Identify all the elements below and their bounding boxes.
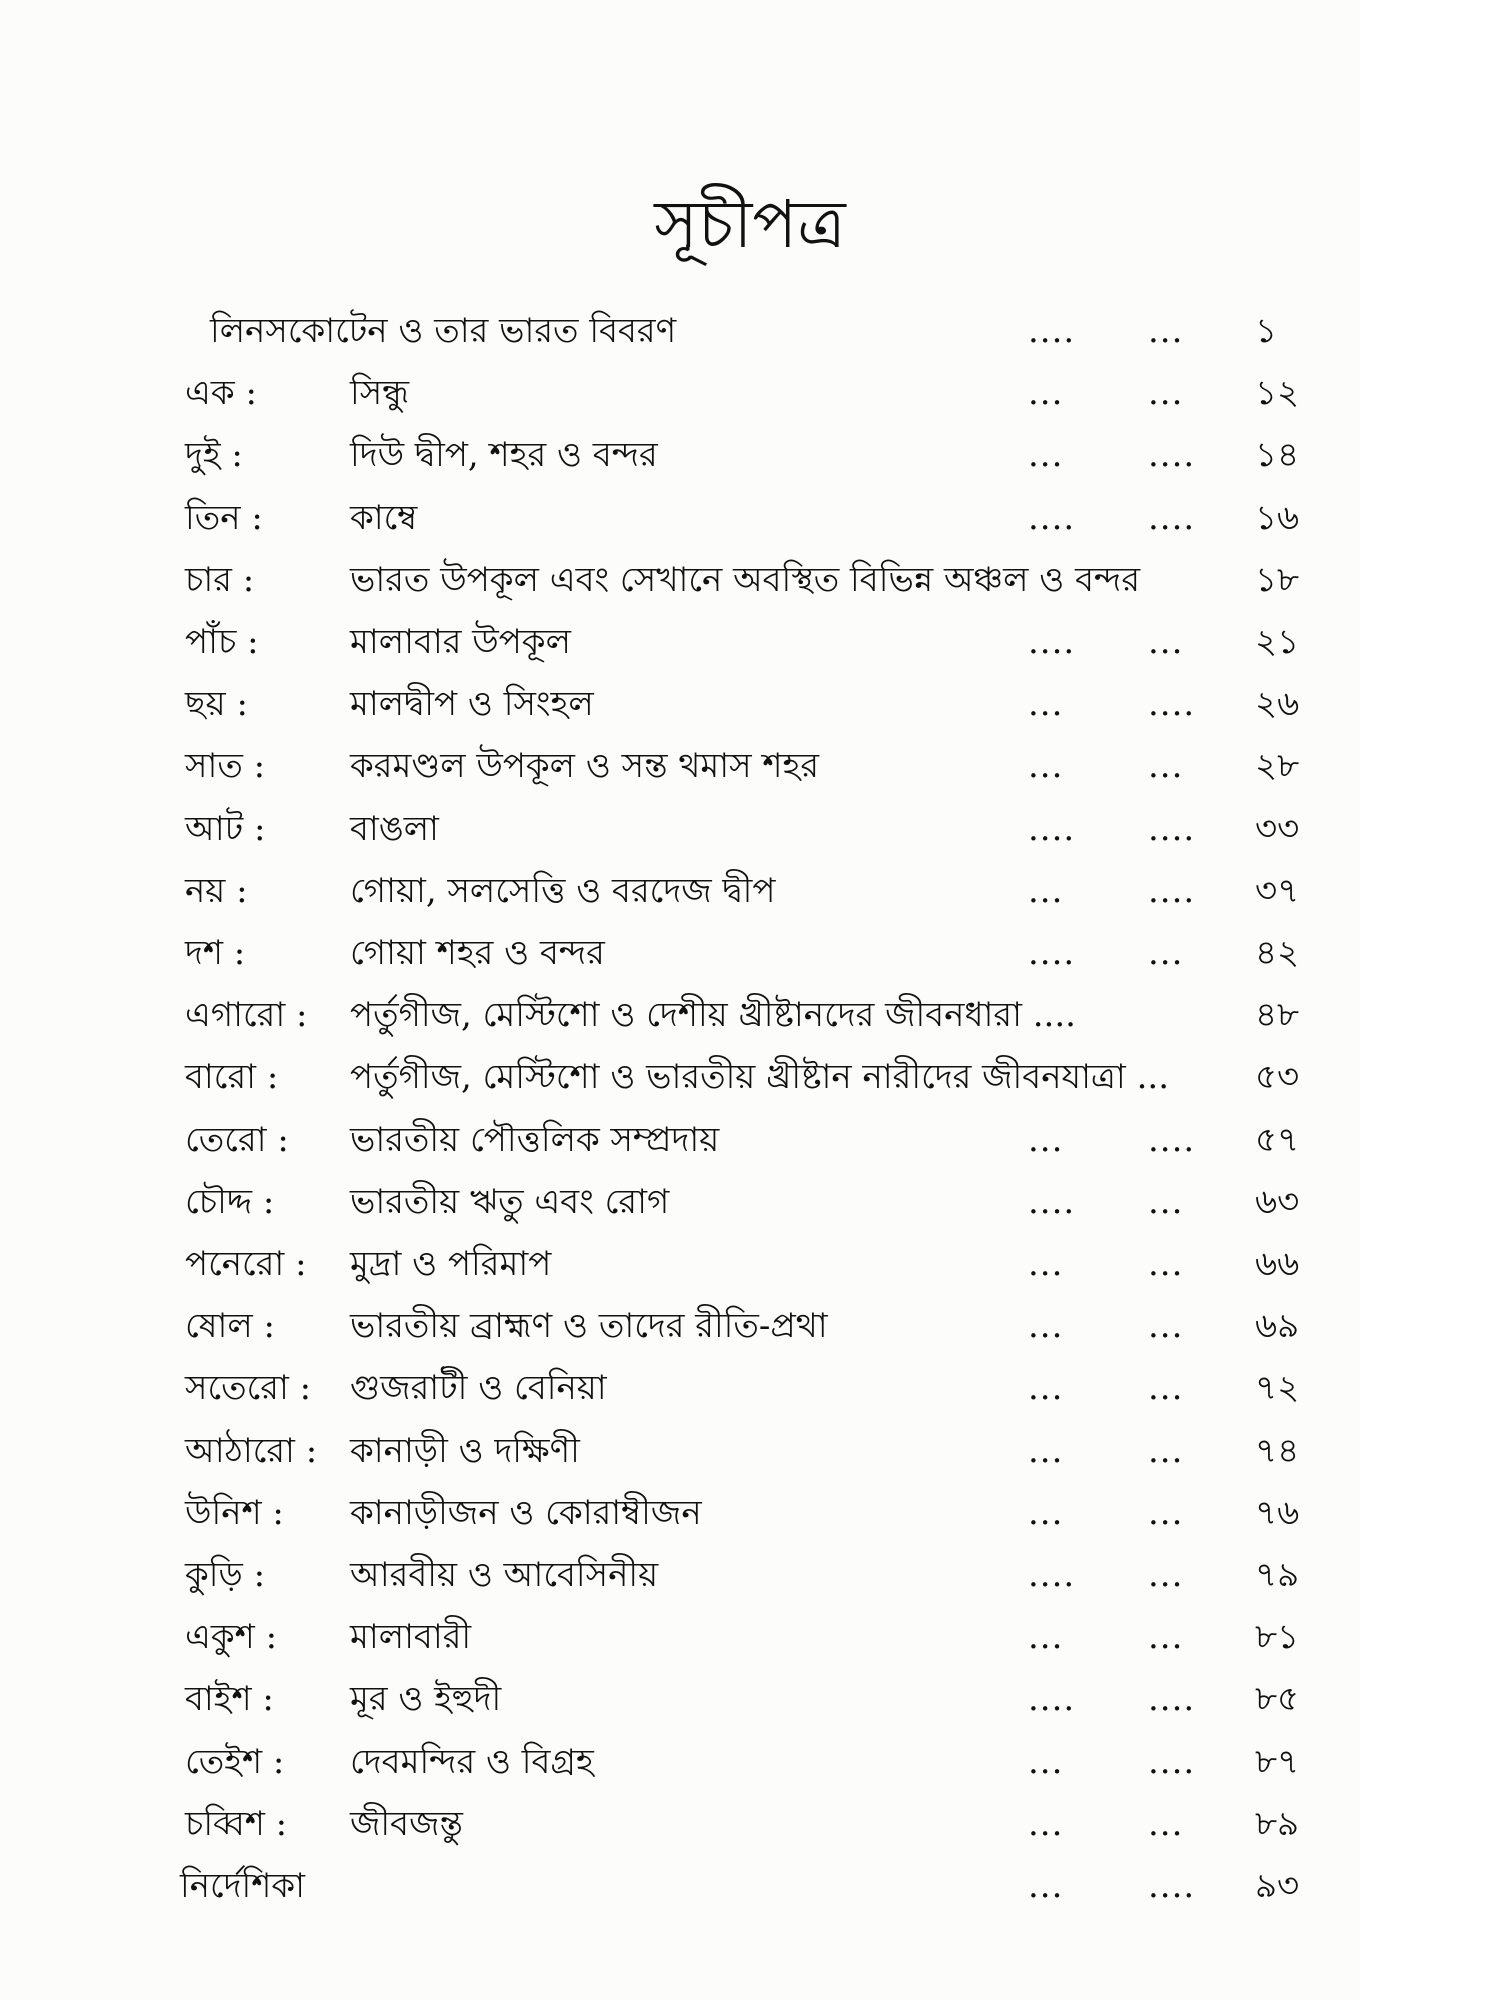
chapter-number: চার :	[185, 559, 255, 600]
toc-entry	[0, 1668, 1360, 1730]
page-number: ৮৭	[1255, 1741, 1300, 1782]
chapter-number: দুই :	[185, 435, 243, 476]
leader-dots: ...	[1148, 1492, 1184, 1533]
page-number: ৯৩	[1255, 1866, 1300, 1906]
leader-dots: ...	[1028, 1244, 1064, 1284]
leader-dots: ....	[1148, 1119, 1196, 1160]
chapter-title: লিনসকোটেন ও তার ভারত বিবরণ	[210, 311, 677, 351]
chapter-number: নয় :	[185, 870, 248, 911]
chapter-title: কানাড়ীজন ও কোরাম্বীজন	[350, 1492, 702, 1533]
leader-dots: ...	[1028, 746, 1064, 787]
chapter-number: উনিশ :	[185, 1492, 284, 1533]
leader-dots: ....	[1028, 1181, 1076, 1222]
page-number: ৪৮	[1255, 995, 1300, 1036]
leader-dots: ...	[1148, 933, 1184, 973]
page-number: ১৬	[1255, 497, 1300, 538]
leader-dots: ....	[1148, 808, 1196, 849]
chapter-number: তেরো :	[185, 1119, 289, 1160]
page-number: ৭৬	[1255, 1492, 1300, 1533]
page-number: ২৮	[1255, 746, 1300, 787]
page-number: ৬৯	[1255, 1306, 1300, 1347]
page-number: ৭২	[1255, 1368, 1300, 1409]
toc-entry	[0, 1482, 1360, 1544]
chapter-title: কানাড়ী ও দক্ষিণী	[350, 1430, 580, 1471]
chapter-title: মালাবার উপকূল	[350, 622, 571, 662]
leader-dots: ...	[1028, 435, 1064, 476]
chapter-title: পর্তুগীজ, মেস্টিশো ও ভারতীয় খ্রীষ্টান নারীদের জীবনযাত্রা ...	[350, 1057, 1170, 1098]
chapter-title: সিন্ধু	[350, 373, 410, 414]
leader-dots: ....	[1028, 1679, 1076, 1720]
toc-entry	[0, 922, 1360, 984]
toc-entry	[0, 1420, 1360, 1482]
leader-dots: ...	[1028, 684, 1064, 725]
page-margin	[1360, 0, 1500, 2000]
chapter-number: সাত :	[185, 746, 266, 787]
leader-dots: ...	[1028, 1368, 1064, 1409]
page-number: ৬৩	[1255, 1181, 1300, 1222]
chapter-title: ভারতীয় পৌত্তলিক সম্প্রদায়	[350, 1119, 720, 1160]
chapter-title: বাঙলা	[350, 808, 439, 849]
leader-dots: ...	[1028, 373, 1064, 414]
chapter-number: এগারো :	[185, 995, 308, 1036]
page-number: ১৪	[1255, 435, 1300, 476]
chapter-title: পর্তুগীজ, মেস্টিশো ও দেশীয় খ্রীষ্টানদের জীবনধারা ....	[350, 995, 1076, 1036]
chapter-number: একুশ :	[185, 1617, 278, 1658]
leader-dots: ....	[1028, 622, 1076, 662]
leader-dots: ....	[1028, 311, 1076, 351]
leader-dots: ...	[1148, 1555, 1184, 1595]
chapter-title: দেবমন্দির ও বিগ্রহ	[350, 1741, 594, 1782]
page-number: ৮৯	[1255, 1803, 1300, 1844]
chapter-title: ভারত উপকূল এবং সেখানে অবস্থিত বিভিন্ন অঞ্চল ও বন্দর	[350, 559, 1141, 600]
toc-entry	[0, 1793, 1360, 1855]
chapter-number: পাঁচ :	[185, 622, 259, 662]
chapter-title: নির্দেশিকা	[180, 1866, 306, 1906]
page-number: ৭৯	[1255, 1555, 1300, 1595]
leader-dots: ...	[1028, 1617, 1064, 1658]
chapter-number: চব্বিশ :	[185, 1803, 288, 1844]
page-number: ২৬	[1255, 684, 1300, 725]
chapter-number: তেইশ :	[185, 1741, 285, 1782]
chapter-number: বারো :	[185, 1057, 279, 1098]
leader-dots: ...	[1028, 1803, 1064, 1844]
page-number: ৫৩	[1255, 1057, 1300, 1098]
toc-entry	[0, 1109, 1360, 1171]
leader-dots: ....	[1148, 497, 1196, 538]
leader-dots: ...	[1028, 1430, 1064, 1471]
chapter-title: করমণ্ডল উপকূল ও সন্ত থমাস শহর	[350, 746, 820, 787]
toc-entry	[0, 487, 1360, 549]
leader-dots: ....	[1148, 1866, 1196, 1906]
toc-entry	[0, 1544, 1360, 1606]
toc-entry	[0, 362, 1360, 424]
leader-dots: ...	[1148, 1803, 1184, 1844]
leader-dots: ....	[1148, 1679, 1196, 1720]
leader-dots: ....	[1028, 1555, 1076, 1595]
toc-entry	[0, 860, 1360, 922]
page-title: সূচীপত্র	[654, 186, 846, 263]
page-number: ৩৭	[1255, 870, 1300, 911]
toc-entry	[0, 1046, 1360, 1108]
leader-dots: ....	[1028, 808, 1076, 849]
page-number: ৫৭	[1255, 1119, 1300, 1160]
page-number: ৮৫	[1255, 1679, 1300, 1720]
page-number: ৭৪	[1255, 1430, 1300, 1471]
leader-dots: ....	[1028, 497, 1076, 538]
page-number: ২১	[1255, 622, 1300, 662]
toc-entry	[0, 300, 1360, 362]
leader-dots: ...	[1148, 1306, 1184, 1347]
chapter-number: আট :	[185, 808, 266, 849]
leader-dots: ....	[1148, 1741, 1196, 1782]
page-number: ৩৩	[1255, 808, 1300, 849]
leader-dots: ...	[1148, 1617, 1184, 1658]
leader-dots: ....	[1148, 870, 1196, 911]
toc-entry	[0, 1295, 1360, 1357]
chapter-title: আরবীয় ও আবেসিনীয়	[350, 1555, 659, 1595]
leader-dots: ...	[1148, 1430, 1184, 1471]
chapter-title: গোয়া শহর ও বন্দর	[350, 933, 605, 973]
toc-entry	[0, 673, 1360, 735]
toc-entry	[0, 611, 1360, 673]
page-number: ৮১	[1255, 1617, 1300, 1658]
chapter-title: মালদ্বীপ ও সিংহল	[350, 684, 594, 725]
toc-entry	[0, 549, 1360, 611]
chapter-title: গোয়া, সলসেত্তি ও বরদেজ দ্বীপ	[350, 870, 776, 911]
leader-dots: ...	[1148, 1368, 1184, 1409]
chapter-number: ছয় :	[185, 684, 248, 725]
toc-entry	[0, 798, 1360, 860]
chapter-title: মূর ও ইহুদী	[350, 1679, 502, 1720]
leader-dots: ...	[1148, 1244, 1184, 1284]
page-number: ১২	[1255, 373, 1300, 414]
page-number: ৬৬	[1255, 1244, 1300, 1284]
toc-entry	[0, 1233, 1360, 1295]
chapter-number: ষোল :	[185, 1306, 275, 1347]
leader-dots: ....	[1028, 933, 1076, 973]
chapter-number: সতেরো :	[185, 1368, 312, 1409]
leader-dots: ...	[1148, 311, 1184, 351]
toc-entry	[0, 1731, 1360, 1793]
leader-dots: ...	[1148, 1181, 1184, 1222]
chapter-number: এক :	[185, 373, 257, 414]
toc-entry	[0, 1171, 1360, 1233]
chapter-number: চৌদ্দ :	[185, 1181, 275, 1222]
leader-dots: ...	[1028, 870, 1064, 911]
chapter-title: মালাবারী	[350, 1617, 472, 1658]
page-number: ১৮	[1255, 559, 1300, 600]
leader-dots: ...	[1148, 622, 1184, 662]
toc-entry	[0, 424, 1360, 486]
toc-entry	[0, 735, 1360, 797]
leader-dots: ....	[1148, 684, 1196, 725]
chapter-number: আঠারো :	[185, 1430, 318, 1471]
page-number: ১	[1255, 311, 1278, 351]
chapter-number: কুড়ি :	[185, 1555, 266, 1595]
leader-dots: ...	[1148, 373, 1184, 414]
chapter-title: দিউ দ্বীপ, শহর ও বন্দর	[350, 435, 658, 476]
chapter-title: কাম্বে	[350, 497, 418, 538]
chapter-number: বাইশ :	[185, 1679, 274, 1720]
chapter-title: গুজরাটী ও বেনিয়া	[350, 1368, 607, 1409]
toc-entry	[0, 1357, 1360, 1419]
toc-entry	[0, 1855, 1360, 1917]
chapter-title: ভারতীয় ব্রাহ্মণ ও তাদের রীতি-প্রথা	[350, 1306, 828, 1347]
chapter-title: জীবজন্তু	[350, 1803, 463, 1844]
toc-entry	[0, 1606, 1360, 1668]
leader-dots: ...	[1028, 1741, 1064, 1782]
leader-dots: ...	[1028, 1306, 1064, 1347]
chapter-title: ভারতীয় ঋতু এবং রোগ	[350, 1181, 670, 1222]
page-number: ৪২	[1255, 933, 1300, 973]
chapter-title: মুদ্রা ও পরিমাপ	[350, 1244, 552, 1284]
leader-dots: ....	[1148, 435, 1196, 476]
leader-dots: ...	[1148, 746, 1184, 787]
leader-dots: ...	[1028, 1866, 1064, 1906]
chapter-number: তিন :	[185, 497, 263, 538]
chapter-number: পনেরো :	[185, 1244, 307, 1284]
leader-dots: ...	[1028, 1119, 1064, 1160]
chapter-number: দশ :	[185, 933, 246, 973]
toc-entry	[0, 984, 1360, 1046]
leader-dots: ...	[1028, 1492, 1064, 1533]
